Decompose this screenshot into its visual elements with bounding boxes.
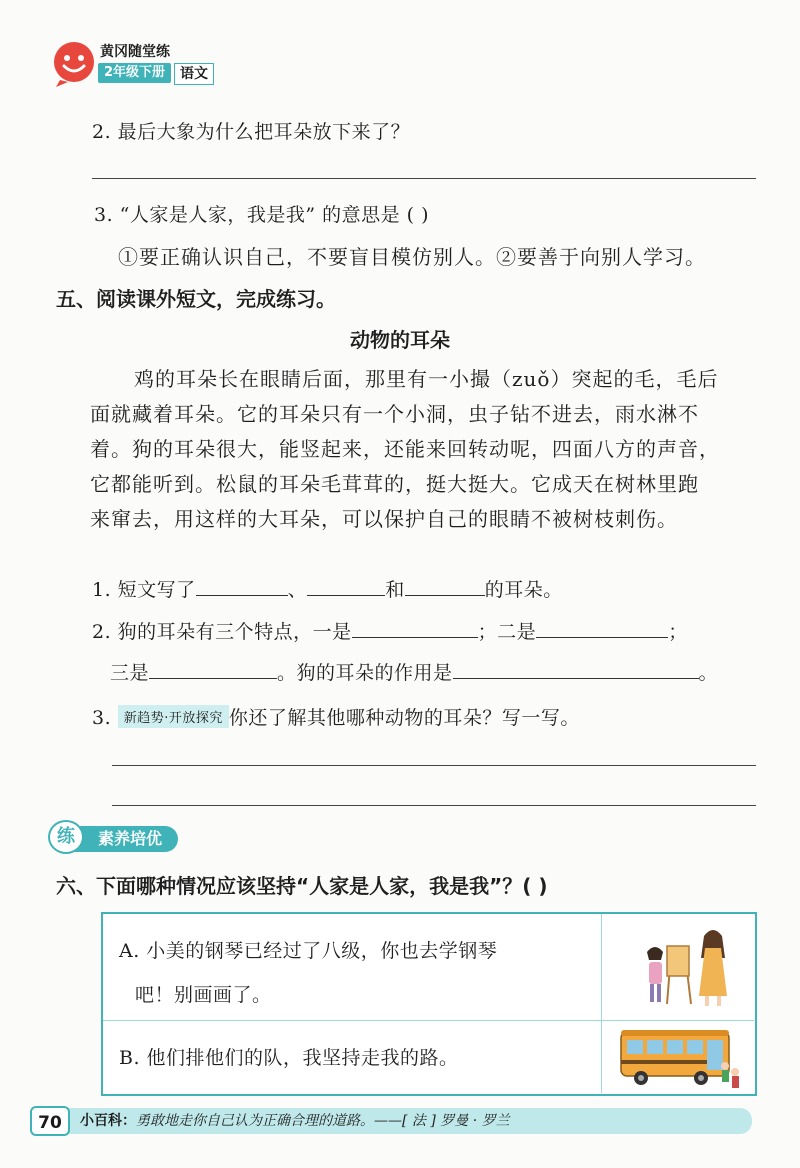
s5-q2-line2-end: 。 — [698, 662, 719, 684]
s5-q1-blank-1[interactable] — [196, 577, 288, 596]
s5-q1-sep1: 、 — [287, 579, 308, 601]
s5-q2-blank-4[interactable] — [453, 660, 699, 679]
s5-heading: 五、阅读课外短文，完成练习。 — [56, 287, 336, 311]
footer-label: 小百科： — [80, 1113, 136, 1129]
s4-question-3: 3. “人家是人家，我是我” 的意思是 ( ) — [94, 204, 430, 226]
s5-q2-blank-1[interactable] — [352, 619, 478, 638]
column-divider — [601, 914, 602, 1093]
s5-q3-answer-line-2[interactable] — [112, 805, 756, 806]
s5-question-3: 3. 新趋势·开放探究 你还了解其他哪种动物的耳朵？写一写。 — [92, 707, 580, 729]
s5-q1-prefix: 1. 短文写了 — [92, 579, 196, 601]
s5-q2-mid: ；二是 — [477, 621, 537, 643]
s5-q1-suffix: 的耳朵。 — [484, 579, 563, 601]
option-a-line-1[interactable]: A. 小美的钢琴已经过了八级，你也去学钢琴 — [119, 940, 498, 962]
s5-q1-blank-2[interactable] — [307, 577, 385, 596]
s4-question-2: 2. 最后大象为什么把耳朵放下来了？ — [92, 121, 411, 143]
trend-tag: 新趋势·开放探究 — [118, 705, 229, 728]
s5-question-2-line2 — [110, 658, 718, 685]
options-table — [101, 912, 757, 1096]
s5-q3-answer-line-1[interactable] — [112, 765, 756, 766]
s6-heading: 六、下面哪种情况应该坚持“人家是人家，我是我”？( ) — [56, 874, 548, 898]
s5-q1-blank-3[interactable] — [405, 577, 485, 596]
option-b-text[interactable]: B. 他们排他们的队，我坚持走我的路。 — [119, 1047, 459, 1069]
paragraph-line: 着。狗的耳朵很大，能竖起来，还能来回转动呢，四面八方的声音， — [90, 437, 720, 461]
s5-question-2 — [92, 617, 688, 644]
s5-q2-blank-3[interactable] — [149, 660, 277, 679]
subject-label: 语文 — [174, 63, 214, 85]
paragraph-line: 来窜去，用这样的大耳朵，可以保护自己的眼睛不被树枝刺伤。 — [90, 507, 678, 531]
s5-q2-line2-mid: 。狗的耳朵的作用是 — [277, 662, 453, 684]
paragraph-line: 它都能听到。松鼠的耳朵毛茸茸的，挺大挺大。它成天在树林里跑 — [90, 472, 699, 496]
paragraph-line: 鸡的耳朵长在眼睛后面，那里有一小撮（zuǒ）突起的毛，毛后 — [134, 367, 719, 391]
bus-queue-illustration — [617, 1026, 741, 1092]
banner-label: 素养培优 — [70, 826, 178, 852]
s5-q2-end: ； — [668, 621, 688, 643]
paragraph-line: 面就藏着耳朵。它的耳朵只有一个小洞，虫子钻不进去，雨水淋不 — [90, 402, 699, 426]
s5-question-1 — [92, 575, 563, 602]
practice-banner — [48, 820, 198, 856]
s5-q1-sep2: 和 — [385, 579, 405, 601]
s5-q2-prefix: 2. 狗的耳朵有三个特点，一是 — [92, 621, 352, 643]
header-logo — [52, 40, 232, 86]
painting-girl-illustration — [621, 924, 741, 1010]
story-title: 动物的耳朵 — [350, 328, 450, 352]
s4-q3-options: ①要正确认识自己，不要盲目模仿别人。②要善于向别人学习。 — [118, 245, 706, 269]
page-number: 70 — [30, 1106, 70, 1136]
grade-label: 2年级下册 — [98, 63, 171, 83]
story-paragraph — [90, 362, 770, 537]
banner-char: 练 — [57, 826, 75, 847]
s4-q2-answer-line[interactable] — [92, 178, 756, 179]
footer-content — [80, 1110, 510, 1132]
s5-q2-blank-2[interactable] — [536, 619, 668, 638]
s5-q2-line2-prefix: 三是 — [110, 662, 150, 684]
option-a-line-2[interactable]: 吧！别画画了。 — [135, 984, 272, 1006]
s5-q3-text: 你还了解其他哪种动物的耳朵？写一写。 — [228, 707, 580, 729]
series-title: 黄冈随堂练 — [100, 44, 170, 60]
row-divider — [103, 1020, 754, 1021]
smiley-badge-icon — [52, 40, 100, 88]
footer-quote: 勇敢地走你自己认为正确合理的道路。——[ 法 ] 罗曼 · 罗兰 — [136, 1113, 510, 1129]
